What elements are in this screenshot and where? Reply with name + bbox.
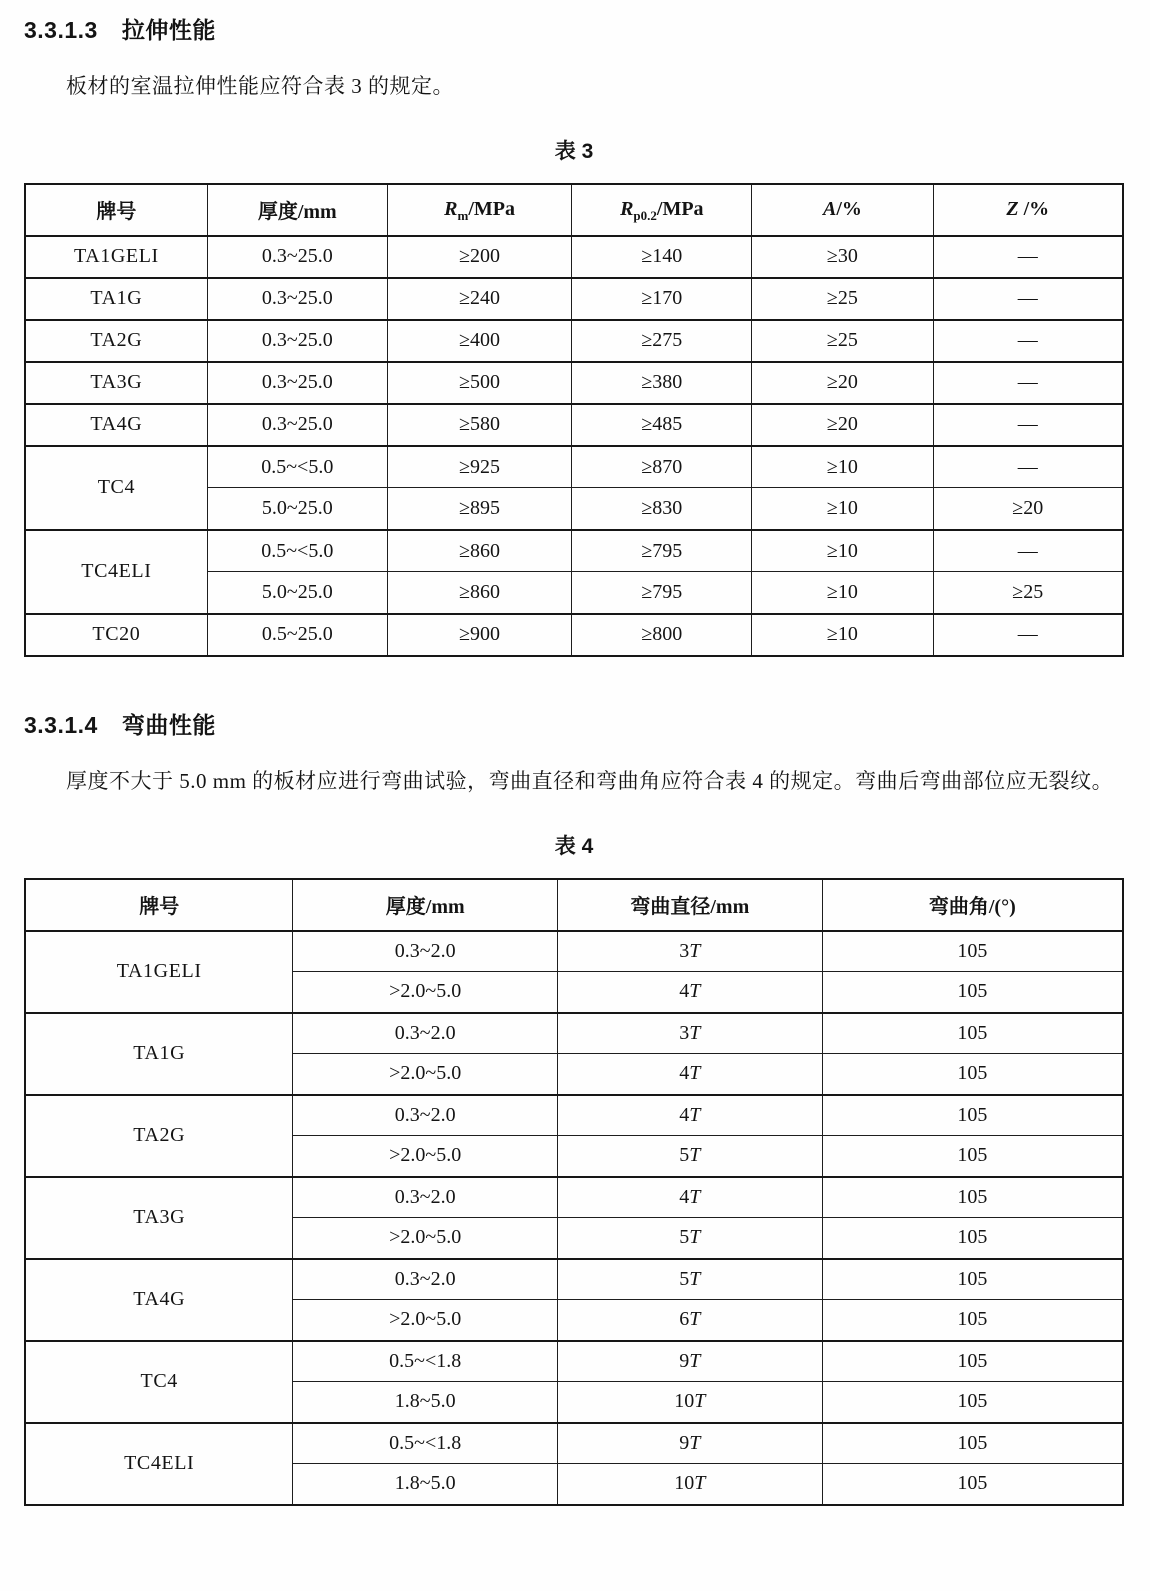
grade-cell: TC20 (25, 614, 207, 656)
col-header-grade: 牌号 (25, 879, 293, 931)
table-row (25, 446, 1123, 488)
table-row (25, 320, 1123, 362)
table-row (25, 614, 1123, 656)
table-row (25, 1423, 1123, 1464)
col-header-bend-angle: 弯曲角/(°) (822, 879, 1123, 931)
table3-caption: 表 3 (554, 139, 594, 163)
tensile-paragraph: 板材的室温拉伸性能应符合表 3 的规定。 (66, 73, 454, 98)
thickness-cell: 0.3~25.0 (207, 278, 387, 320)
rm-symbol: R (444, 198, 458, 221)
bend-angle-cell: 105 (822, 1382, 1123, 1423)
bending-paragraph: 厚度不大于 5.0 mm 的板材应进行弯曲试验，弯曲直径和弯曲角应符合表 4 的规定。弯曲后弯曲部位应无裂纹。 (66, 768, 1114, 793)
rp-cell: ≥380 (572, 362, 752, 404)
thickness-cell: 0.3~2.0 (293, 1177, 558, 1218)
thickness-cell: 0.3~25.0 (207, 362, 387, 404)
table-row (25, 236, 1123, 278)
table-row (25, 1013, 1123, 1054)
z-cell: — (933, 530, 1123, 572)
thickness-cell: 0.5~<5.0 (207, 446, 387, 488)
table-row (25, 278, 1123, 320)
col-header-reduction (933, 184, 1123, 236)
thickness-cell: 0.5~<1.8 (293, 1423, 558, 1464)
grade-cell: TA1G (25, 278, 207, 320)
bend-diameter-cell (558, 1095, 823, 1136)
bend-angle-cell: 105 (822, 972, 1123, 1013)
diameter-value: 10 (674, 1472, 695, 1495)
grade-cell: TA1GELI (25, 931, 293, 1013)
thickness-cell: >2.0~5.0 (293, 1300, 558, 1341)
rm-cell: ≥400 (387, 320, 571, 362)
grade-cell: TA4G (25, 1259, 293, 1341)
a-cell: ≥25 (752, 278, 933, 320)
bend-angle-cell: 105 (822, 1054, 1123, 1095)
rp-cell: ≥485 (572, 404, 752, 446)
bend-angle-cell: 105 (822, 1013, 1123, 1054)
rm-cell: ≥925 (387, 446, 571, 488)
bend-diameter-cell (558, 1464, 823, 1505)
bend-diameter-cell (558, 1054, 823, 1095)
diameter-value: 4 (679, 1185, 690, 1208)
bend-angle-cell: 105 (822, 1095, 1123, 1136)
thickness-cell: 1.8~5.0 (293, 1382, 558, 1423)
bend-angle-cell: 105 (822, 1341, 1123, 1382)
t-symbol: T (689, 1021, 701, 1044)
grade-cell: TA3G (25, 1177, 293, 1259)
col-header-elongation (752, 184, 933, 236)
z-cell: ≥25 (933, 572, 1123, 614)
table-row (25, 530, 1123, 572)
a-cell: ≥25 (752, 320, 933, 362)
bend-diameter-cell (558, 1218, 823, 1259)
rp-cell: ≥795 (572, 530, 752, 572)
bend-diameter-cell (558, 1136, 823, 1177)
z-cell: — (933, 278, 1123, 320)
table4-header (25, 879, 1123, 931)
table3-body (25, 236, 1123, 656)
table-row (25, 1341, 1123, 1382)
rm-cell: ≥860 (387, 572, 571, 614)
t-symbol: T (689, 1103, 701, 1126)
thickness-cell: >2.0~5.0 (293, 1136, 558, 1177)
grade-cell: TC4 (25, 446, 207, 530)
rp02-symbol: R (620, 198, 634, 221)
table4-header-row (25, 879, 1123, 931)
thickness-cell: 0.3~25.0 (207, 404, 387, 446)
bend-angle-cell: 105 (822, 931, 1123, 972)
t-symbol: T (694, 1472, 706, 1495)
rm-cell: ≥895 (387, 488, 571, 530)
z-cell: — (933, 236, 1123, 278)
rp02-unit: /MPa (656, 198, 704, 221)
diameter-value: 5 (679, 1267, 690, 1290)
bend-angle-cell: 105 (822, 1218, 1123, 1259)
rp-cell: ≥140 (572, 236, 752, 278)
t-symbol: T (689, 1431, 701, 1454)
section-title: 弯曲性能 (121, 711, 216, 738)
grade-cell: TC4 (25, 1341, 293, 1423)
a-symbol: A (822, 198, 837, 221)
table3-header-row (25, 184, 1123, 236)
thickness-cell: 0.5~<1.8 (293, 1341, 558, 1382)
a-cell: ≥10 (752, 446, 933, 488)
section-heading-tensile (24, 16, 1124, 45)
a-unit: /% (836, 198, 862, 221)
thickness-cell: >2.0~5.0 (293, 1054, 558, 1095)
t-symbol: T (689, 1144, 701, 1167)
thickness-cell: 1.8~5.0 (293, 1464, 558, 1505)
diameter-value: 9 (679, 1349, 690, 1372)
bend-angle-cell: 105 (822, 1464, 1123, 1505)
t-symbol: T (689, 980, 701, 1003)
rp-cell: ≥275 (572, 320, 752, 362)
bend-angle-cell: 105 (822, 1423, 1123, 1464)
thickness-cell: 5.0~25.0 (207, 488, 387, 530)
thickness-cell: 5.0~25.0 (207, 572, 387, 614)
table-row (25, 1095, 1123, 1136)
bend-angle-cell: 105 (822, 1300, 1123, 1341)
a-cell: ≥20 (752, 362, 933, 404)
bend-diameter-cell (558, 1013, 823, 1054)
t-symbol: T (694, 1390, 706, 1413)
t-symbol: T (689, 1267, 701, 1290)
rm-subscript: m (457, 208, 469, 224)
thickness-cell: 0.3~2.0 (293, 1013, 558, 1054)
diameter-value: 3 (679, 1021, 690, 1044)
bend-diameter-cell (558, 972, 823, 1013)
z-unit: /% (1018, 198, 1050, 221)
bend-diameter-cell (558, 1259, 823, 1300)
thickness-cell: >2.0~5.0 (293, 1218, 558, 1259)
grade-cell: TC4ELI (25, 1423, 293, 1505)
z-cell: — (933, 362, 1123, 404)
diameter-value: 5 (679, 1144, 690, 1167)
t-symbol: T (689, 1185, 701, 1208)
table-row (25, 362, 1123, 404)
rm-cell: ≥580 (387, 404, 571, 446)
t-symbol: T (689, 1226, 701, 1249)
rp-cell: ≥170 (572, 278, 752, 320)
rm-cell: ≥200 (387, 236, 571, 278)
rp-cell: ≥870 (572, 446, 752, 488)
bend-diameter-cell (558, 1300, 823, 1341)
diameter-value: 4 (679, 1062, 690, 1085)
table-row (25, 931, 1123, 972)
a-cell: ≥10 (752, 530, 933, 572)
rp-cell: ≥830 (572, 488, 752, 530)
bend-angle-cell: 105 (822, 1136, 1123, 1177)
t-symbol: T (689, 1062, 701, 1085)
grade-cell: TC4ELI (25, 530, 207, 614)
thickness-cell: 0.3~2.0 (293, 1259, 558, 1300)
z-symbol: Z (1006, 198, 1019, 221)
diameter-value: 4 (679, 980, 690, 1003)
grade-cell: TA1GELI (25, 236, 207, 278)
col-header-grade: 牌号 (25, 184, 207, 236)
table3-header (25, 184, 1123, 236)
section-title: 拉伸性能 (121, 17, 216, 43)
table-row (25, 404, 1123, 446)
grade-cell: TA2G (25, 320, 207, 362)
rp02-subscript: p0.2 (633, 208, 657, 224)
rm-cell: ≥500 (387, 362, 571, 404)
col-header-rp02 (572, 184, 752, 236)
z-cell: — (933, 446, 1123, 488)
thickness-cell: 0.5~25.0 (207, 614, 387, 656)
a-cell: ≥10 (752, 614, 933, 656)
section-number: 3.3.1.3 (24, 17, 98, 43)
thickness-cell: >2.0~5.0 (293, 972, 558, 1013)
table4-caption: 表 4 (554, 834, 594, 858)
t-symbol: T (689, 939, 701, 962)
thickness-cell: 0.3~25.0 (207, 236, 387, 278)
col-header-rm (387, 184, 571, 236)
a-cell: ≥10 (752, 488, 933, 530)
table-row (25, 1177, 1123, 1218)
grade-cell: TA4G (25, 404, 207, 446)
a-cell: ≥20 (752, 404, 933, 446)
bending-properties-table (24, 878, 1124, 1506)
diameter-value: 10 (674, 1390, 695, 1413)
z-cell: ≥20 (933, 488, 1123, 530)
bend-diameter-cell (558, 1382, 823, 1423)
diameter-value: 9 (679, 1431, 690, 1454)
table4-body (25, 931, 1123, 1505)
diameter-value: 4 (679, 1103, 690, 1126)
t-symbol: T (689, 1349, 701, 1372)
z-cell: — (933, 320, 1123, 362)
bend-diameter-cell (558, 1341, 823, 1382)
table-row (25, 1259, 1123, 1300)
rm-unit: /MPa (468, 198, 515, 221)
rm-cell: ≥900 (387, 614, 571, 656)
bend-diameter-cell (558, 1423, 823, 1464)
thickness-cell: 0.3~2.0 (293, 1095, 558, 1136)
a-cell: ≥30 (752, 236, 933, 278)
bend-angle-cell: 105 (822, 1177, 1123, 1218)
diameter-value: 3 (679, 939, 690, 962)
rm-cell: ≥860 (387, 530, 571, 572)
diameter-value: 5 (679, 1226, 690, 1249)
thickness-cell: 0.3~25.0 (207, 320, 387, 362)
a-cell: ≥10 (752, 572, 933, 614)
col-header-thickness: 厚度/mm (293, 879, 558, 931)
section-heading-bending (24, 711, 1124, 740)
thickness-cell: 0.5~<5.0 (207, 530, 387, 572)
grade-cell: TA2G (25, 1095, 293, 1177)
t-symbol: T (689, 1308, 701, 1331)
section-number: 3.3.1.4 (24, 711, 98, 738)
grade-cell: TA1G (25, 1013, 293, 1095)
col-header-bend-diameter: 弯曲直径/mm (558, 879, 823, 931)
z-cell: — (933, 404, 1123, 446)
thickness-cell: 0.3~2.0 (293, 931, 558, 972)
col-header-thickness: 厚度/mm (207, 184, 387, 236)
bend-angle-cell: 105 (822, 1259, 1123, 1300)
rp-cell: ≥800 (572, 614, 752, 656)
tensile-properties-table (24, 183, 1124, 657)
grade-cell: TA3G (25, 362, 207, 404)
rm-cell: ≥240 (387, 278, 571, 320)
bend-diameter-cell (558, 931, 823, 972)
z-cell: — (933, 614, 1123, 656)
rp-cell: ≥795 (572, 572, 752, 614)
diameter-value: 6 (679, 1308, 690, 1331)
bend-diameter-cell (558, 1177, 823, 1218)
